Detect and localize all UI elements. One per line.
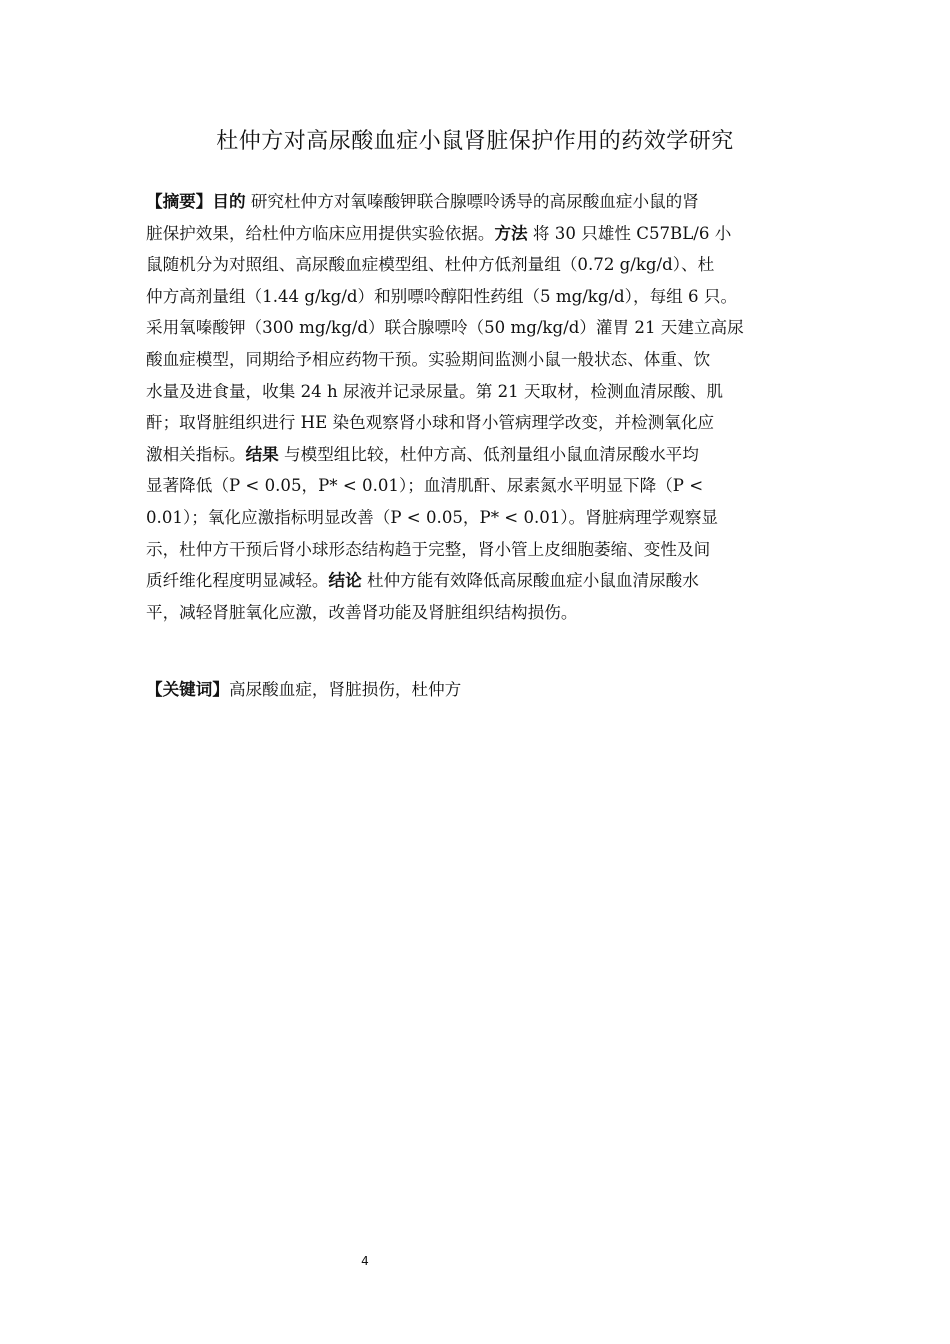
abstract-line: 显著降低（P < 0.05，P* < 0.01）；血清肌酐、尿素氮水平明显下降（P <: [146, 476, 704, 496]
abstract-line: 酐；取肾脏组织进行 HE 染色观察肾小球和肾小管病理学改变，并检测氧化应: [146, 413, 715, 433]
page-number: 4: [361, 1254, 369, 1268]
abstract-line: 示，杜仲方干预后肾小球形态结构趋于完整，肾小管上皮细胞萎缩、变性及间: [146, 539, 711, 559]
abstract-line: [146, 439, 808, 471]
abstract-line: 鼠随机分为对照组、高尿酸血症模型组、杜仲方低剂量组（0.72 g/kg/d）、杜: [146, 255, 715, 275]
abstract-paragraph: [146, 186, 808, 628]
abstract-line: 平，减轻肾脏氧化应激，改善肾功能及肾脏组织结构损伤。: [146, 602, 578, 622]
abstract-text: 研究杜仲方对氧嗪酸钾联合腺嘌呤诱导的高尿酸血症小鼠的肾: [245, 192, 699, 211]
abstract-line: 水量及进食量，收集 24 h 尿液并记录尿量。第 21 天取材，检测血清尿酸、肌: [146, 381, 724, 401]
abstract-line: 0.01）；氧化应激指标明显改善（P < 0.05，P* < 0.01）。肾脏病理学观察显: [146, 507, 719, 527]
abstract-line: [146, 186, 808, 218]
abstract-line: 酸血症模型，同期给予相应药物干预。实验期间监测小鼠一般状态、体重、饮: [146, 349, 711, 369]
abstract-line: [146, 565, 808, 597]
abstract-text: 与模型组比较，杜仲方高、低剂量组小鼠血清尿酸水平均: [278, 444, 699, 464]
abstract-line: [146, 218, 808, 250]
result-label: 结果: [245, 444, 279, 464]
abstract-line: 采用氧嗪酸钾（300 mg/kg/d）联合腺嘌呤（50 mg/kg/d）灌胃 21 天建立高尿: [146, 318, 744, 338]
keywords: [146, 676, 461, 704]
keywords-text: 高尿酸血症，肾脏损伤，杜仲方: [228, 680, 462, 699]
abstract-text: 脏保护效果，给杜仲方临床应用提供实验依据。: [146, 223, 495, 243]
abstract-label: 【摘要】: [146, 192, 213, 211]
abstract-text: 激相关指标。: [146, 444, 246, 464]
abstract-text: 将 30 只雄性 C57BL/6 小: [527, 223, 732, 243]
method-label: 方法: [494, 223, 528, 243]
objective-label: 目的: [212, 192, 246, 211]
keywords-label: 【关键词】: [146, 680, 229, 699]
abstract-line: 仲方高剂量组（1.44 g/kg/d）和别嘌呤醇阳性药组（5 mg/kg/d），每组 6 只。: [146, 286, 738, 306]
abstract-text: 质纤维化程度明显减轻。: [146, 571, 329, 591]
conclusion-label: 结论: [328, 571, 362, 591]
abstract-text: 杜仲方能有效降低高尿酸血症小鼠血清尿酸水: [361, 571, 699, 591]
page-title: 杜仲方对高尿酸血症小鼠肾脏保护作用的药效学研究: [216, 129, 734, 154]
